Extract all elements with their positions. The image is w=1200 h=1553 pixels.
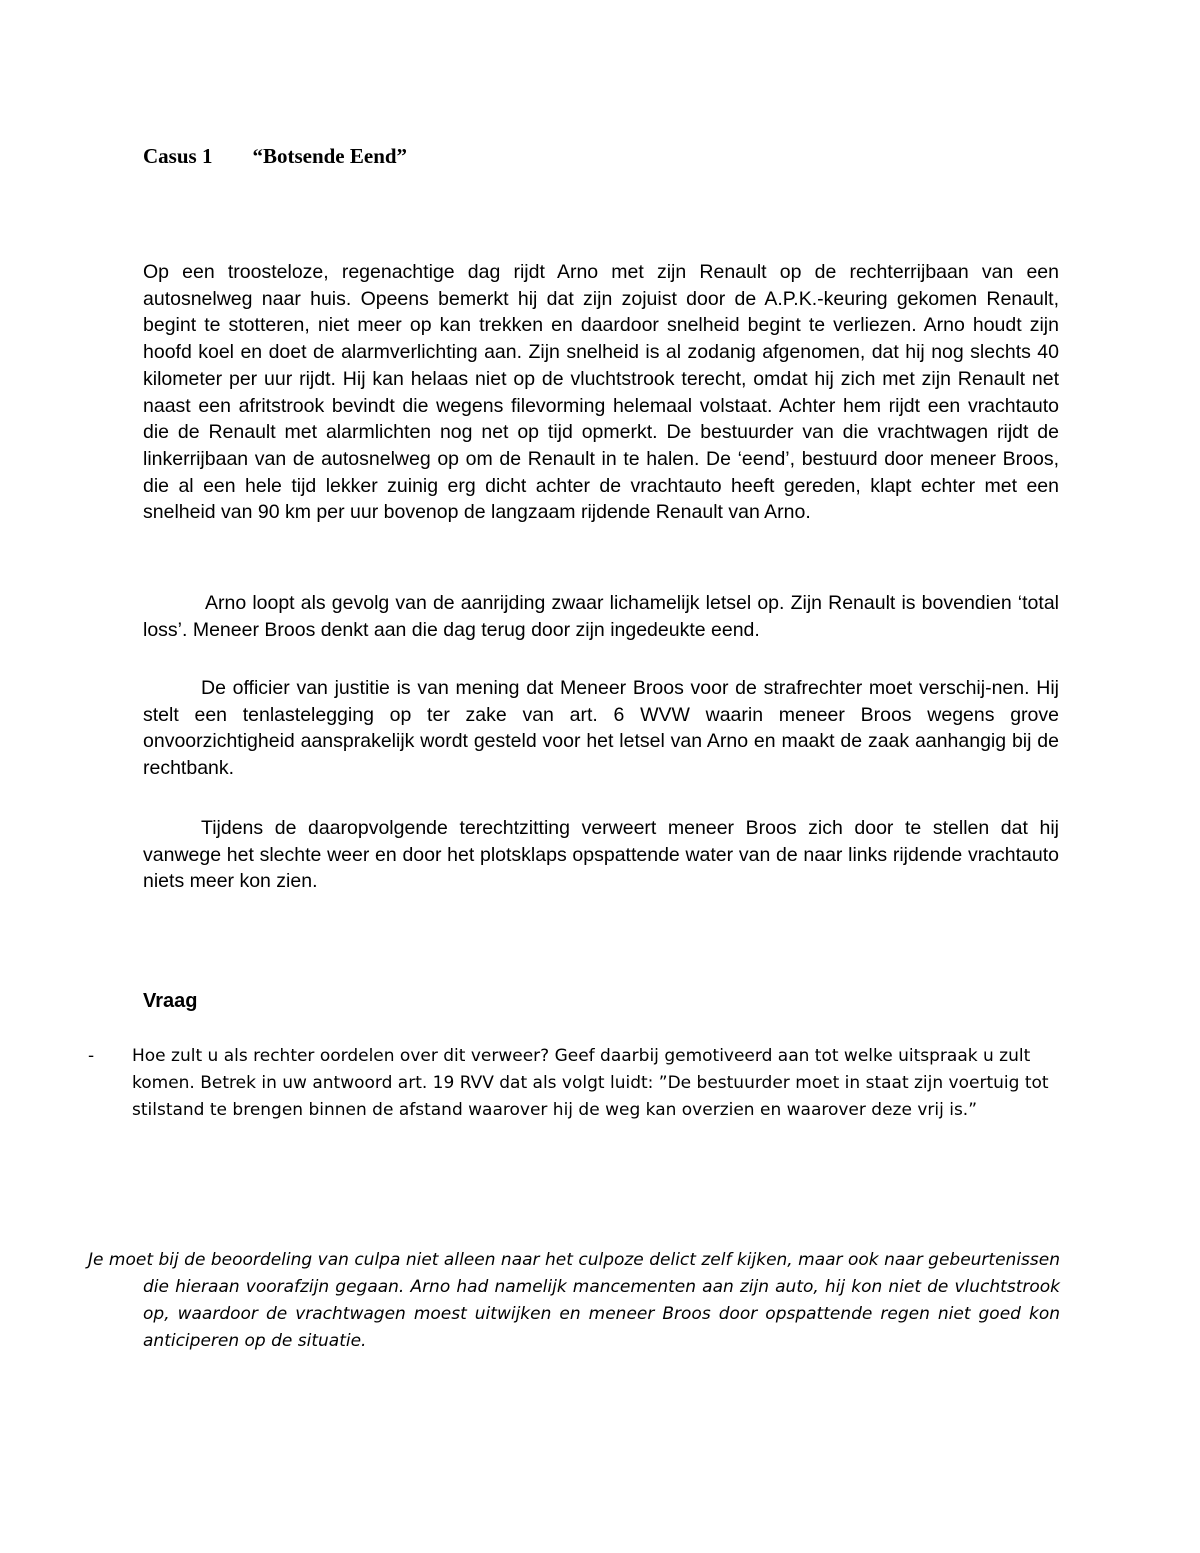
- case-paragraph-2: Arno loopt als gevolg van de aanrijding zwaar lichamelijk letsel op. Zijn Renault is bovendien ‘total loss’. Meneer Broos denkt aan die dag terug door zijn ingedeukte eend.: [143, 592, 1059, 641]
- case-paragraph-1: Op een troosteloze, regenachtige dag rijdt Arno met zijn Renault op de rechterrijbaan van een autosnelweg naar huis. Opeens bemerkt hij dat zijn zojuist door de A.P.K.-keuring gekomen Renault, begint te stotteren, niet meer op kan trekken en daardoor snelheid begint te verliezen. Arno houdt zijn hoofd koel en doet de alarmverlichting aan. Zijn snelheid is al zodanig afgenomen, dat hij nog slechts 40 kilometer per uur rijdt. Hij kan helaas niet op de vluchtstrook terecht, omdat hij zich met zijn Renault net naast een afritstrook bevindt die wegens filevorming helemaal volstaat. Achter hem rijdt een vrachtauto die de Renault met alarmlichten nog net op tijd opmerkt. De bestuurder van die vrachtwagen rijdt de linkerrijbaan van de autosnelweg op om de Renault in te halen. De ‘eend’, bestuurd door meneer Broos, die al een hele tijd lekker zuinig erg dicht achter de vrachtauto heeft gereden, klapt echter met een snelheid van 90 km per uur bovenop de langzaam rijdende Renault van Arno.: [143, 261, 1059, 524]
- case-paragraph-3: De officier van justitie is van mening dat Meneer Broos voor de strafrechter moet verschij-nen. Hij stelt een tenlastelegging op ter zake van art. 6 WVW waarin meneer Broos wegens grove onvoorzichtigheid aansprakelijk wordt gesteld voor het letsel van Arno en maakt de zaak aanhangig bij de rechtbank.: [143, 677, 1059, 780]
- answer-text: Je moet bij de beoordeling van culpa niet alleen naar het culpoze delict zelf kijken, maar ook naar gebeurtenissen die hieraan voorafzijn gegaan. Arno had namelijk mancementen aan zijn auto, hij kon niet de vluchtstrook op, waardoor de vrachtwagen moest uitwijken en meneer Broos door opspattende regen niet goed kon anticiperen op de situatie.: [88, 1250, 1060, 1351]
- question-text: Hoe zult u als rechter oordelen over dit verweer? Geef daarbij gemotiveerd aan tot welke uitspraak u zult komen. Betrek in uw antwoord art. 19 RVV dat als volgt luidt: ”De bestuurder moet in staat zijn voertuig tot stilstand te brengen binnen de afstand waarover hij de weg kan overzien en waarover deze vrij is.”: [132, 1046, 1049, 1120]
- case-heading: [143, 144, 407, 169]
- case-label: Casus 1: [143, 144, 213, 168]
- case-paragraph-4: Tijdens de daaropvolgende terechtzitting verweert meneer Broos zich door te stellen dat hij vanwege het slechte weer en door het plotsklaps opspattende water van de naar links rijdende vrachtauto niets meer kon zien.: [143, 817, 1059, 893]
- case-title: “Botsende Eend”: [252, 144, 408, 168]
- question-heading: Vraag: [143, 990, 198, 1012]
- question-item: [88, 1043, 1063, 1124]
- question-bullet: -: [88, 1046, 95, 1066]
